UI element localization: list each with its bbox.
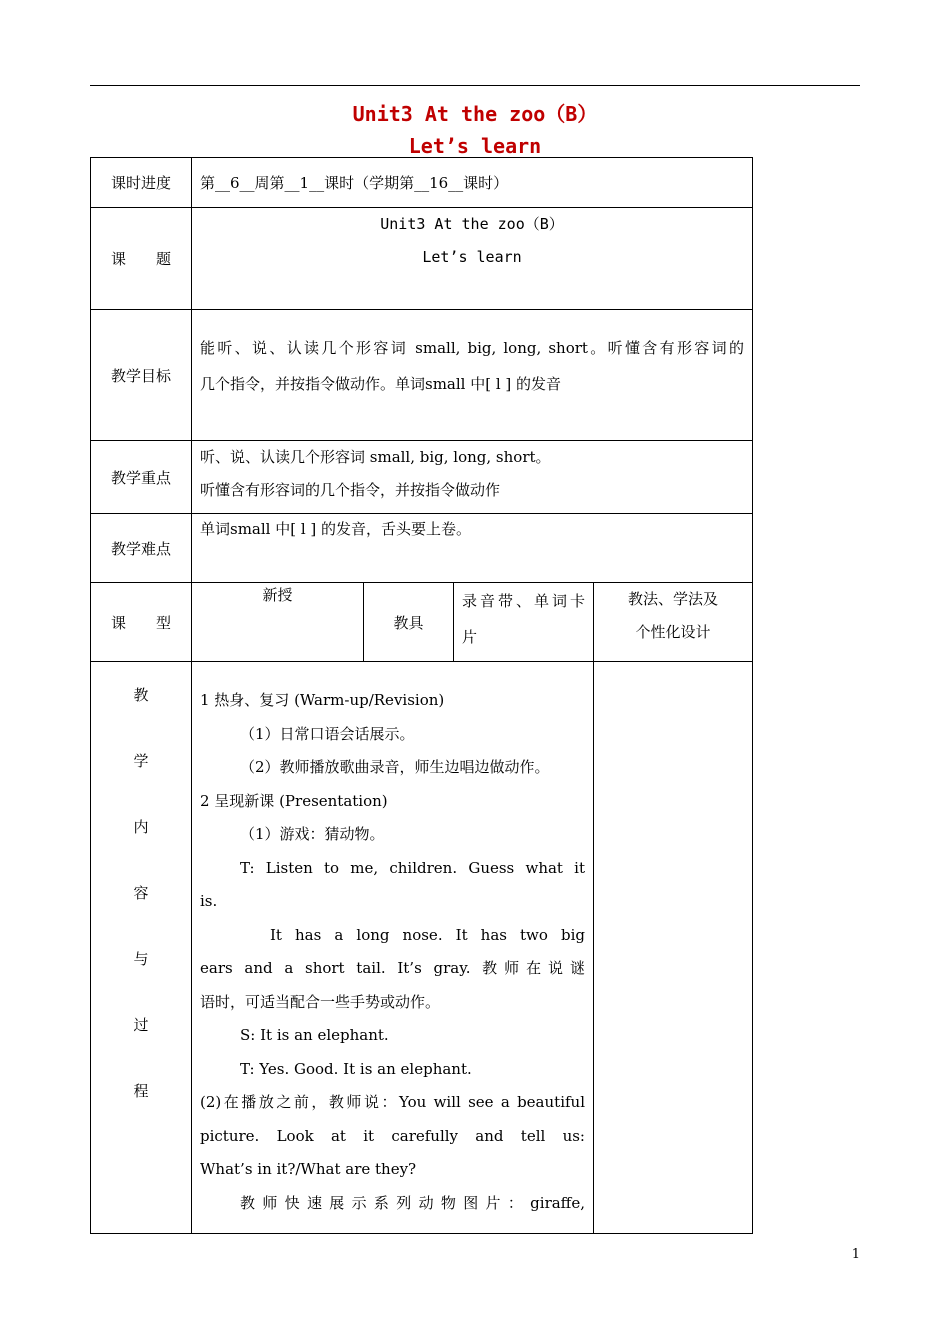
content-label-char: 学	[133, 752, 149, 770]
content-body	[192, 662, 594, 1234]
method-header	[594, 583, 753, 662]
goal-line-2: 几个指令，并按指令做动作。单词small 中[ l ] 的发音	[200, 375, 562, 393]
method-line-1: 教法、学法及	[627, 590, 718, 608]
progress-label: 课时进度	[91, 158, 192, 208]
content-line: What’s in it?/What are they?	[200, 1160, 417, 1178]
key-line-1: 听、说、认读几个形容词 small, big, long, short。	[200, 448, 551, 466]
key-label: 教学重点	[91, 441, 192, 514]
topic-label: 课 题	[91, 208, 192, 310]
lesson-plan-table	[90, 157, 753, 1234]
tools-label: 教具	[364, 583, 454, 662]
row-goal	[91, 310, 753, 441]
page-number: 1	[851, 1247, 860, 1262]
type-value: 新授	[192, 583, 364, 662]
content-line: T: Listen to me, children. Guess what it	[240, 858, 585, 877]
tools-line-1: 录音带、单词卡	[462, 592, 585, 610]
row-type	[91, 583, 753, 662]
row-content	[91, 662, 753, 1234]
content-line: T: Yes. Good. It is an elephant.	[240, 1059, 472, 1078]
progress-value: 第__6__周第__1__课时（学期第__16__课时）	[192, 158, 753, 208]
content-label-char: 内	[133, 818, 149, 836]
goal-label: 教学目标	[91, 310, 192, 441]
content-line: S: It is an elephant.	[240, 1026, 389, 1044]
tools-value	[454, 583, 594, 662]
difficult-label: 教学难点	[91, 514, 192, 583]
content-line: （1）游戏：猜动物。	[240, 825, 385, 843]
content-label-char: 过	[133, 1016, 149, 1034]
doc-title: Unit3 At the zoo（B）	[352, 102, 598, 126]
row-progress	[91, 158, 753, 208]
topic-value	[192, 208, 753, 310]
method-notes	[594, 662, 753, 1234]
content-label-char: 容	[133, 884, 149, 902]
content-label-char: 与	[133, 950, 149, 968]
content-line: (2)在播放之前，教师说：You will see a beautiful	[200, 1093, 585, 1111]
content-line: （2）教师播放歌曲录音，师生边唱边做动作。	[240, 758, 550, 776]
goal-line-1: 能听、说、认读几个形容词 small, big, long, short。听懂含有形容词的	[200, 339, 744, 357]
content-label-char: 程	[133, 1082, 149, 1100]
difficult-value: 单词small 中[ l ] 的发音，舌头要上卷。	[192, 514, 753, 583]
content-line: picture. Look at it carefully and tell us:	[200, 1126, 585, 1145]
content-label	[91, 662, 192, 1234]
content-line: 语时，可适当配合一些手势或动作。	[200, 992, 441, 1011]
doc-subtitle: Let’s learn	[408, 134, 542, 158]
content-line: ears and a short tail. It’s gray. 教师在说谜	[200, 959, 585, 977]
goal-value	[192, 310, 753, 441]
method-line-2: 个性化设计	[635, 623, 711, 641]
content-line: 2 呈现新课 (Presentation)	[200, 791, 388, 810]
topic-line-2: Let’s learn	[422, 248, 522, 266]
tools-line-2: 片	[462, 628, 478, 646]
key-line-2: 听懂含有形容词的几个指令，并按指令做动作	[200, 481, 501, 499]
type-label: 课 型	[91, 583, 192, 662]
header-rule	[90, 85, 860, 86]
content-line: （1）日常口语会话展示。	[240, 724, 415, 743]
topic-line-1: Unit3 At the zoo（B）	[380, 215, 564, 233]
key-value	[192, 441, 753, 514]
content-line: 教师快速展示系列动物图片：giraffe,	[240, 1193, 585, 1212]
content-line: It has a long nose. It has two big	[270, 925, 585, 944]
content-label-char: 教	[133, 686, 149, 704]
content-line: is.	[200, 892, 218, 910]
row-key	[91, 441, 753, 514]
row-difficult	[91, 514, 753, 583]
content-line: 1 热身、复习 (Warm-up/Revision)	[200, 691, 445, 709]
row-topic	[91, 208, 753, 310]
